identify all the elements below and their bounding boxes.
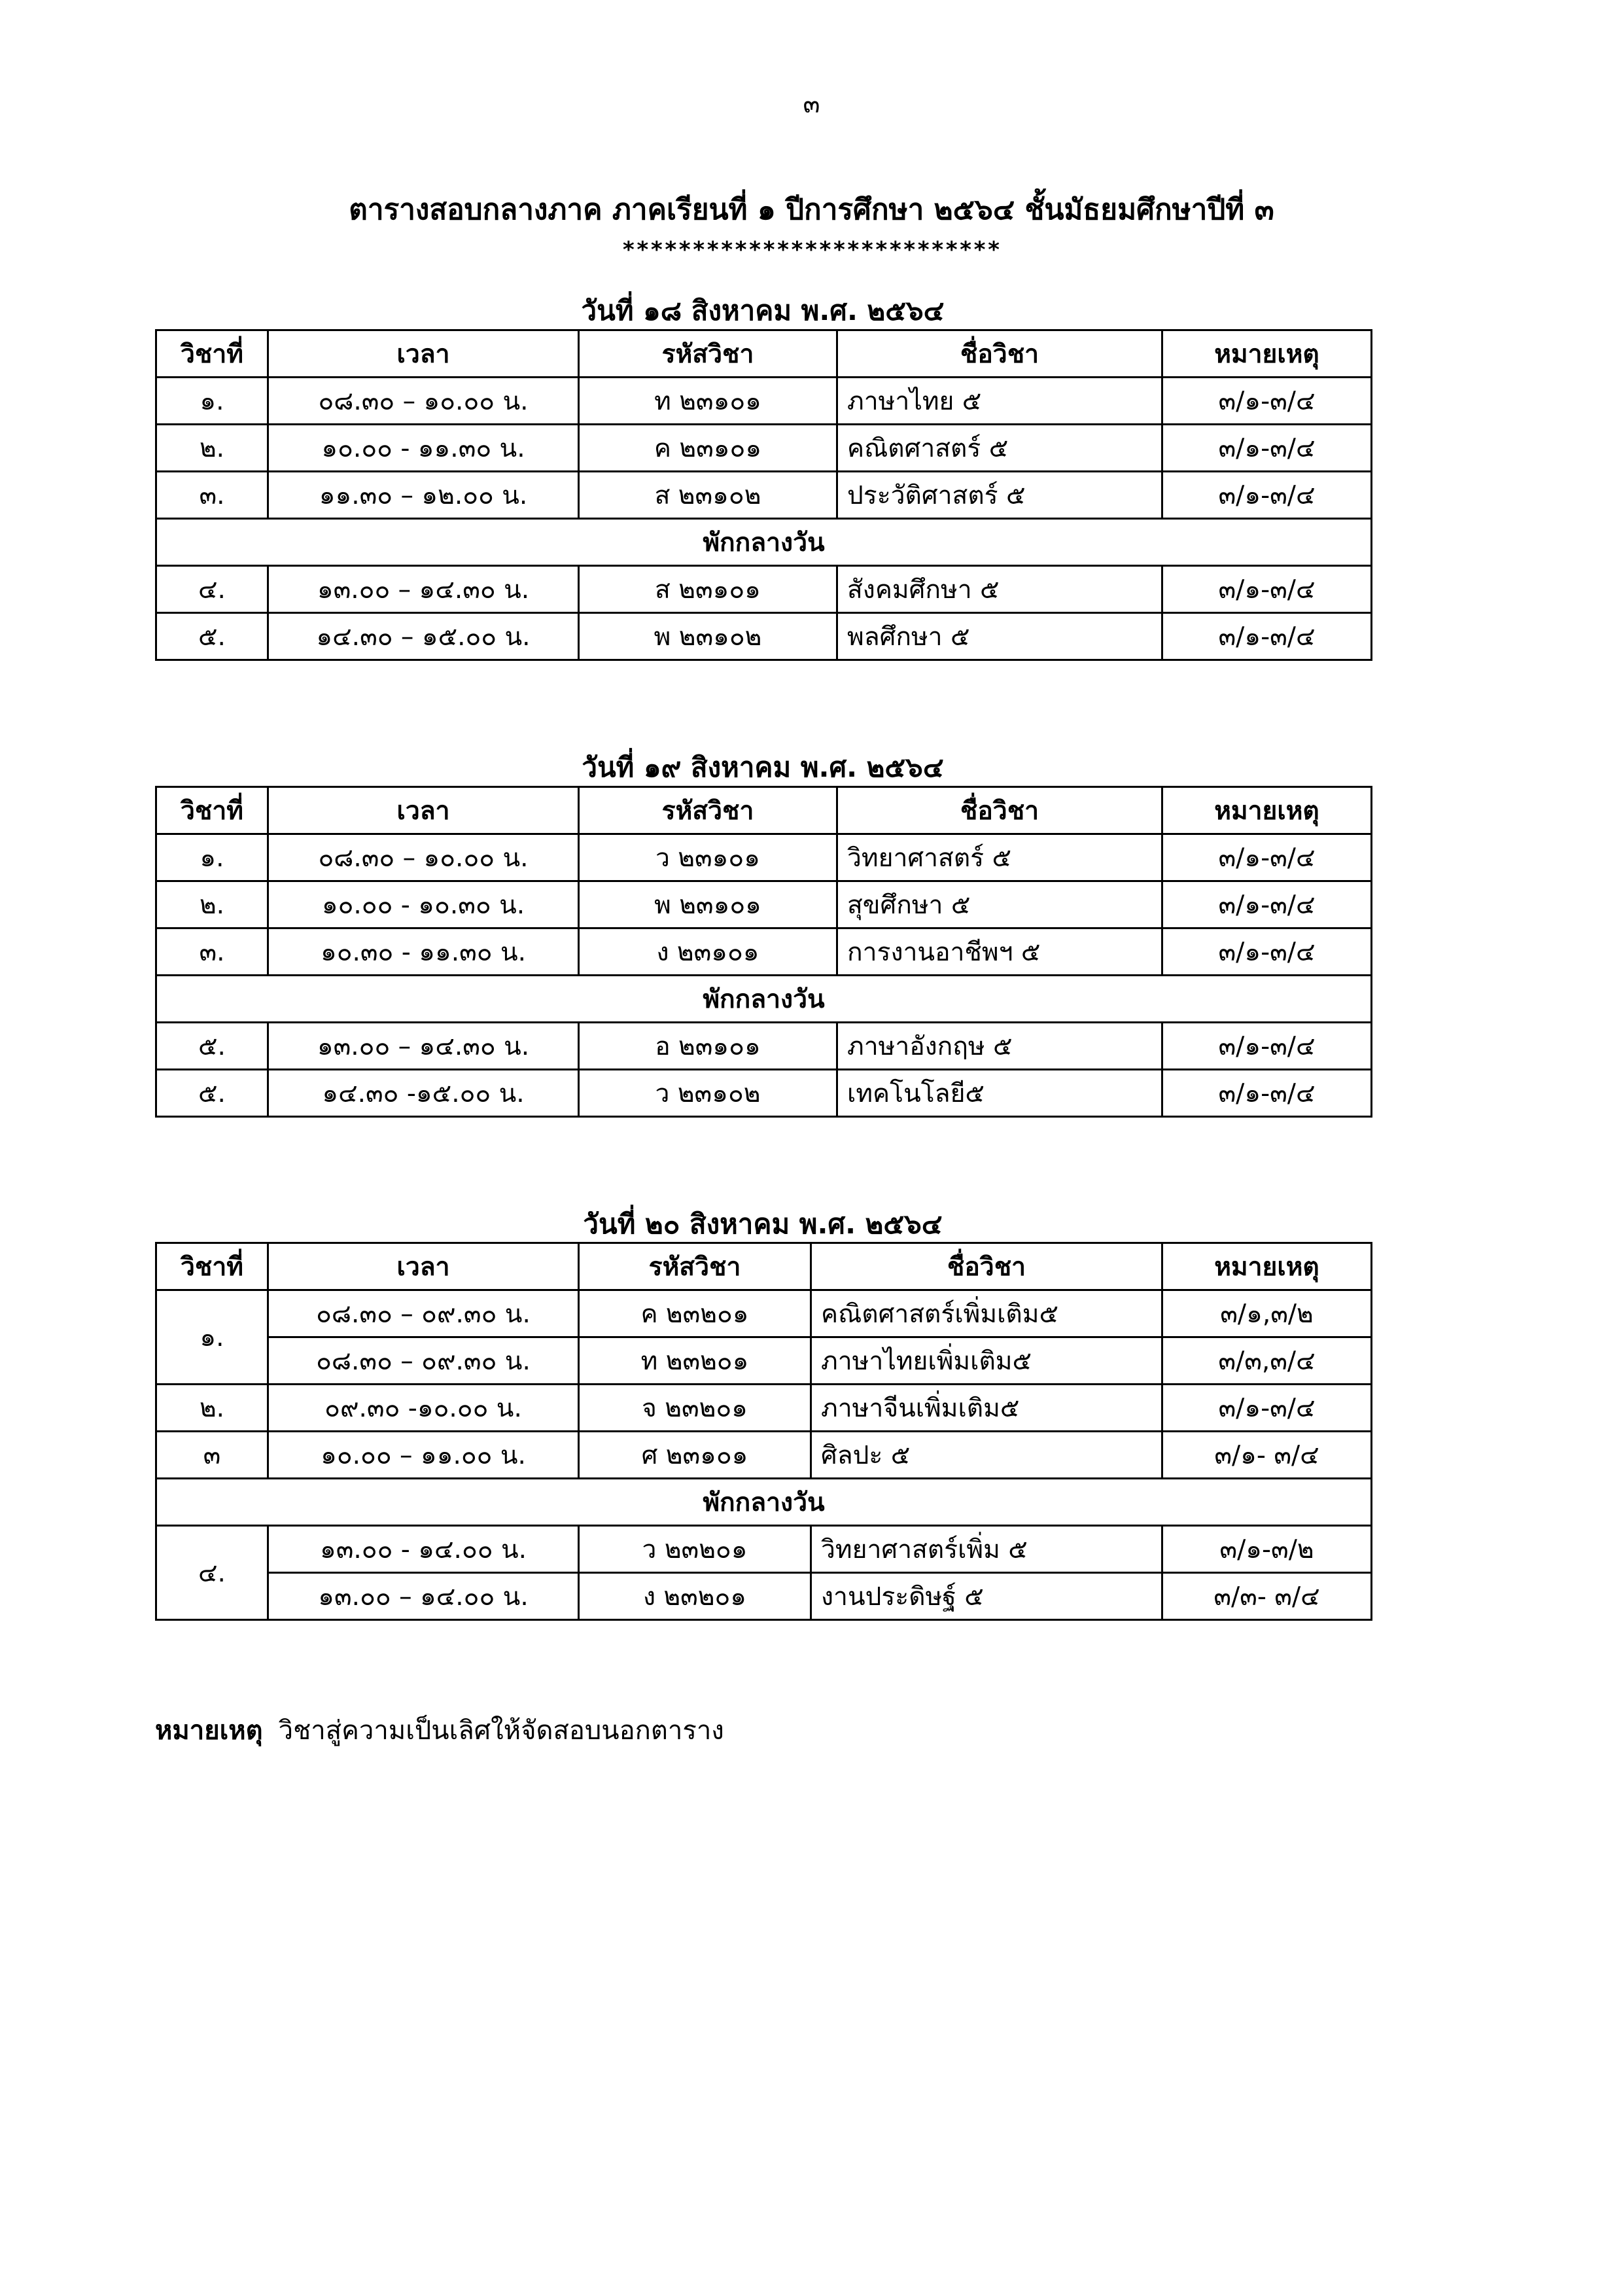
exam-no: ๔. <box>156 1526 268 1620</box>
exam-remark: ๓/๑-๓/๔ <box>1162 928 1372 976</box>
exam-subject: สังคมศึกษา ๕ <box>837 566 1162 613</box>
table-row <box>156 1432 1372 1479</box>
exam-code: พ ๒๓๑๐๒ <box>579 613 837 660</box>
exam-subject: คณิตศาสตร์เพิ่มเติม๕ <box>811 1290 1162 1337</box>
table-header-row <box>156 330 1372 378</box>
header-no: วิชาที่ <box>156 1243 268 1290</box>
exam-time: ๐๘.๓๐ – ๐๙.๓๐ น. <box>268 1290 579 1337</box>
exam-subject: คณิตศาสตร์ ๕ <box>837 425 1162 472</box>
exam-no: ๓ <box>156 1432 268 1479</box>
exam-time: ๑๔.๓๐ – ๑๕.๐๐ น. <box>268 613 579 660</box>
header-remark: หมายเหตุ <box>1162 330 1372 378</box>
table-row <box>156 472 1372 519</box>
header-name: ชื่อวิชา <box>837 787 1162 834</box>
exam-code: ว ๒๓๒๐๑ <box>579 1526 811 1573</box>
exam-code: ศ ๒๓๑๐๑ <box>579 1432 811 1479</box>
header-code: รหัสวิชา <box>579 1243 811 1290</box>
table-row <box>156 1385 1372 1432</box>
exam-remark: ๓/๑-๓/๔ <box>1162 1385 1372 1432</box>
header-code: รหัสวิชา <box>579 330 837 378</box>
exam-table-day-2 <box>155 786 1372 1118</box>
exam-no: ๓. <box>156 928 268 976</box>
exam-subject: สุขศึกษา ๕ <box>837 881 1162 928</box>
exam-no: ๔. <box>156 566 268 613</box>
exam-remark: ๓/๑-๓/๔ <box>1162 1023 1372 1070</box>
exam-code: ว ๒๓๑๐๒ <box>579 1070 837 1117</box>
lunch-break-row <box>156 519 1372 566</box>
day-heading-2: วันที่ ๑๙ สิงหาคม พ.ศ. ๒๕๖๔ <box>582 751 944 783</box>
exam-code: พ ๒๓๑๐๑ <box>579 881 837 928</box>
exam-no: ๓. <box>156 472 268 519</box>
exam-no: ๕. <box>156 613 268 660</box>
header-remark: หมายเหตุ <box>1162 1243 1372 1290</box>
exam-no: ๑. <box>156 378 268 425</box>
exam-remark: ๓/๓- ๓/๔ <box>1162 1573 1372 1620</box>
page-number: ๓ <box>803 90 820 118</box>
lunch-break-label: พักกลางวัน <box>156 976 1372 1023</box>
exam-remark: ๓/๑-๓/๔ <box>1162 613 1372 660</box>
exam-time: ๐๘.๓๐ – ๐๙.๓๐ น. <box>268 1337 579 1385</box>
header-time: เวลา <box>268 1243 579 1290</box>
table-row <box>156 378 1372 425</box>
exam-time: ๑๐.๐๐ - ๑๑.๓๐ น. <box>268 425 579 472</box>
lunch-break-label: พักกลางวัน <box>156 519 1372 566</box>
exam-code: ท ๒๓๒๐๑ <box>579 1337 811 1385</box>
exam-no: ๒. <box>156 1385 268 1432</box>
header-time: เวลา <box>268 787 579 834</box>
header-no: วิชาที่ <box>156 787 268 834</box>
exam-time: ๑๓.๐๐ – ๑๔.๓๐ น. <box>268 566 579 613</box>
exam-code: ค ๒๓๑๐๑ <box>579 425 837 472</box>
table-row <box>156 928 1372 976</box>
day-heading-3: วันที่ ๒๐ สิงหาคม พ.ศ. ๒๕๖๔ <box>583 1208 943 1240</box>
table-header-row <box>156 1243 1372 1290</box>
lunch-break-label: พักกลางวัน <box>156 1479 1372 1526</box>
exam-code: ท ๒๓๑๐๑ <box>579 378 837 425</box>
exam-remark: ๓/๑-๓/๒ <box>1162 1526 1372 1573</box>
exam-remark: ๓/๑-๓/๔ <box>1162 472 1372 519</box>
exam-no: ๒. <box>156 425 268 472</box>
exam-time: ๐๘.๓๐ – ๑๐.๐๐ น. <box>268 378 579 425</box>
exam-subject: ภาษาไทย ๕ <box>837 378 1162 425</box>
lunch-break-row <box>156 976 1372 1023</box>
header-name: ชื่อวิชา <box>811 1243 1162 1290</box>
exam-remark: ๓/๑,๓/๒ <box>1162 1290 1372 1337</box>
exam-subject: ภาษาจีนเพิ่มเติม๕ <box>811 1385 1162 1432</box>
exam-time: ๐๘.๓๐ – ๑๐.๐๐ น. <box>268 834 579 881</box>
table-row <box>156 881 1372 928</box>
exam-no: ๕. <box>156 1070 268 1117</box>
table-row <box>156 834 1372 881</box>
exam-remark: ๓/๑- ๓/๔ <box>1162 1432 1372 1479</box>
exam-no: ๒. <box>156 881 268 928</box>
exam-no: ๑. <box>156 1290 268 1385</box>
exam-code: ค ๒๓๒๐๑ <box>579 1290 811 1337</box>
exam-time: ๑๔.๓๐ -๑๕.๐๐ น. <box>268 1070 579 1117</box>
exam-remark: ๓/๑-๓/๔ <box>1162 378 1372 425</box>
header-remark: หมายเหตุ <box>1162 787 1372 834</box>
exam-code: อ ๒๓๑๐๑ <box>579 1023 837 1070</box>
exam-remark: ๓/๑-๓/๔ <box>1162 1070 1372 1117</box>
table-row <box>156 1290 1372 1337</box>
exam-time: ๐๙.๓๐ -๑๐.๐๐ น. <box>268 1385 579 1432</box>
exam-subject: ภาษาไทยเพิ่มเติม๕ <box>811 1337 1162 1385</box>
footnote <box>155 1709 724 1751</box>
exam-subject: วิทยาศาสตร์เพิ่ม ๕ <box>811 1526 1162 1573</box>
exam-subject: พลศึกษา ๕ <box>837 613 1162 660</box>
exam-time: ๑๑.๓๐ – ๑๒.๐๐ น. <box>268 472 579 519</box>
table-row <box>156 613 1372 660</box>
exam-code: จ ๒๓๒๐๑ <box>579 1385 811 1432</box>
table-row <box>156 566 1372 613</box>
header-name: ชื่อวิชา <box>837 330 1162 378</box>
exam-subject: วิทยาศาสตร์ ๕ <box>837 834 1162 881</box>
exam-code: ง ๒๓๑๐๑ <box>579 928 837 976</box>
lunch-break-row <box>156 1479 1372 1526</box>
footnote-label: หมายเหตุ <box>155 1716 263 1746</box>
header-code: รหัสวิชา <box>579 787 837 834</box>
table-row <box>156 1070 1372 1117</box>
exam-subject: งานประดิษฐ์ ๕ <box>811 1573 1162 1620</box>
exam-subject: ประวัติศาสตร์ ๕ <box>837 472 1162 519</box>
exam-remark: ๓/๑-๓/๔ <box>1162 834 1372 881</box>
exam-remark: ๓/๓,๓/๔ <box>1162 1337 1372 1385</box>
header-time: เวลา <box>268 330 579 378</box>
exam-code: ส ๒๓๑๐๑ <box>579 566 837 613</box>
table-row <box>156 1526 1372 1573</box>
exam-table-day-3 <box>155 1242 1372 1621</box>
exam-no: ๕. <box>156 1023 268 1070</box>
exam-remark: ๓/๑-๓/๔ <box>1162 566 1372 613</box>
title-divider: *************************** <box>621 237 1002 263</box>
exam-subject: ภาษาอังกฤษ ๕ <box>837 1023 1162 1070</box>
table-row <box>156 1573 1372 1620</box>
exam-remark: ๓/๑-๓/๔ <box>1162 425 1372 472</box>
exam-time: ๑๐.๓๐ - ๑๑.๓๐ น. <box>268 928 579 976</box>
exam-subject: การงานอาชีพฯ ๕ <box>837 928 1162 976</box>
exam-time: ๑๓.๐๐ – ๑๔.๓๐ น. <box>268 1023 579 1070</box>
exam-time: ๑๐.๐๐ - ๑๐.๓๐ น. <box>268 881 579 928</box>
exam-table-day-1 <box>155 329 1372 661</box>
exam-code: ว ๒๓๑๐๑ <box>579 834 837 881</box>
exam-code: ส ๒๓๑๐๒ <box>579 472 837 519</box>
exam-code: ง ๒๓๒๐๑ <box>579 1573 811 1620</box>
exam-no: ๑. <box>156 834 268 881</box>
table-header-row <box>156 787 1372 834</box>
exam-time: ๑๓.๐๐ – ๑๔.๐๐ น. <box>268 1573 579 1620</box>
header-no: วิชาที่ <box>156 330 268 378</box>
exam-subject: ศิลปะ ๕ <box>811 1432 1162 1479</box>
footnote-text: วิชาสู่ความเป็นเลิศให้จัดสอบนอกตาราง <box>278 1716 724 1746</box>
exam-time: ๑๐.๐๐ – ๑๑.๐๐ น. <box>268 1432 579 1479</box>
page-title: ตารางสอบกลางภาค ภาคเรียนที่ ๑ ปีการศึกษา ๒๕๖๔ ชั้นมัธยมศึกษาปีที่ ๓ <box>349 193 1274 226</box>
table-row <box>156 1023 1372 1070</box>
table-row <box>156 425 1372 472</box>
day-heading-1: วันที่ ๑๘ สิงหาคม พ.ศ. ๒๕๖๔ <box>581 294 945 327</box>
exam-remark: ๓/๑-๓/๔ <box>1162 881 1372 928</box>
exam-subject: เทคโนโลยี๕ <box>837 1070 1162 1117</box>
table-row <box>156 1337 1372 1385</box>
exam-time: ๑๓.๐๐ - ๑๔.๐๐ น. <box>268 1526 579 1573</box>
